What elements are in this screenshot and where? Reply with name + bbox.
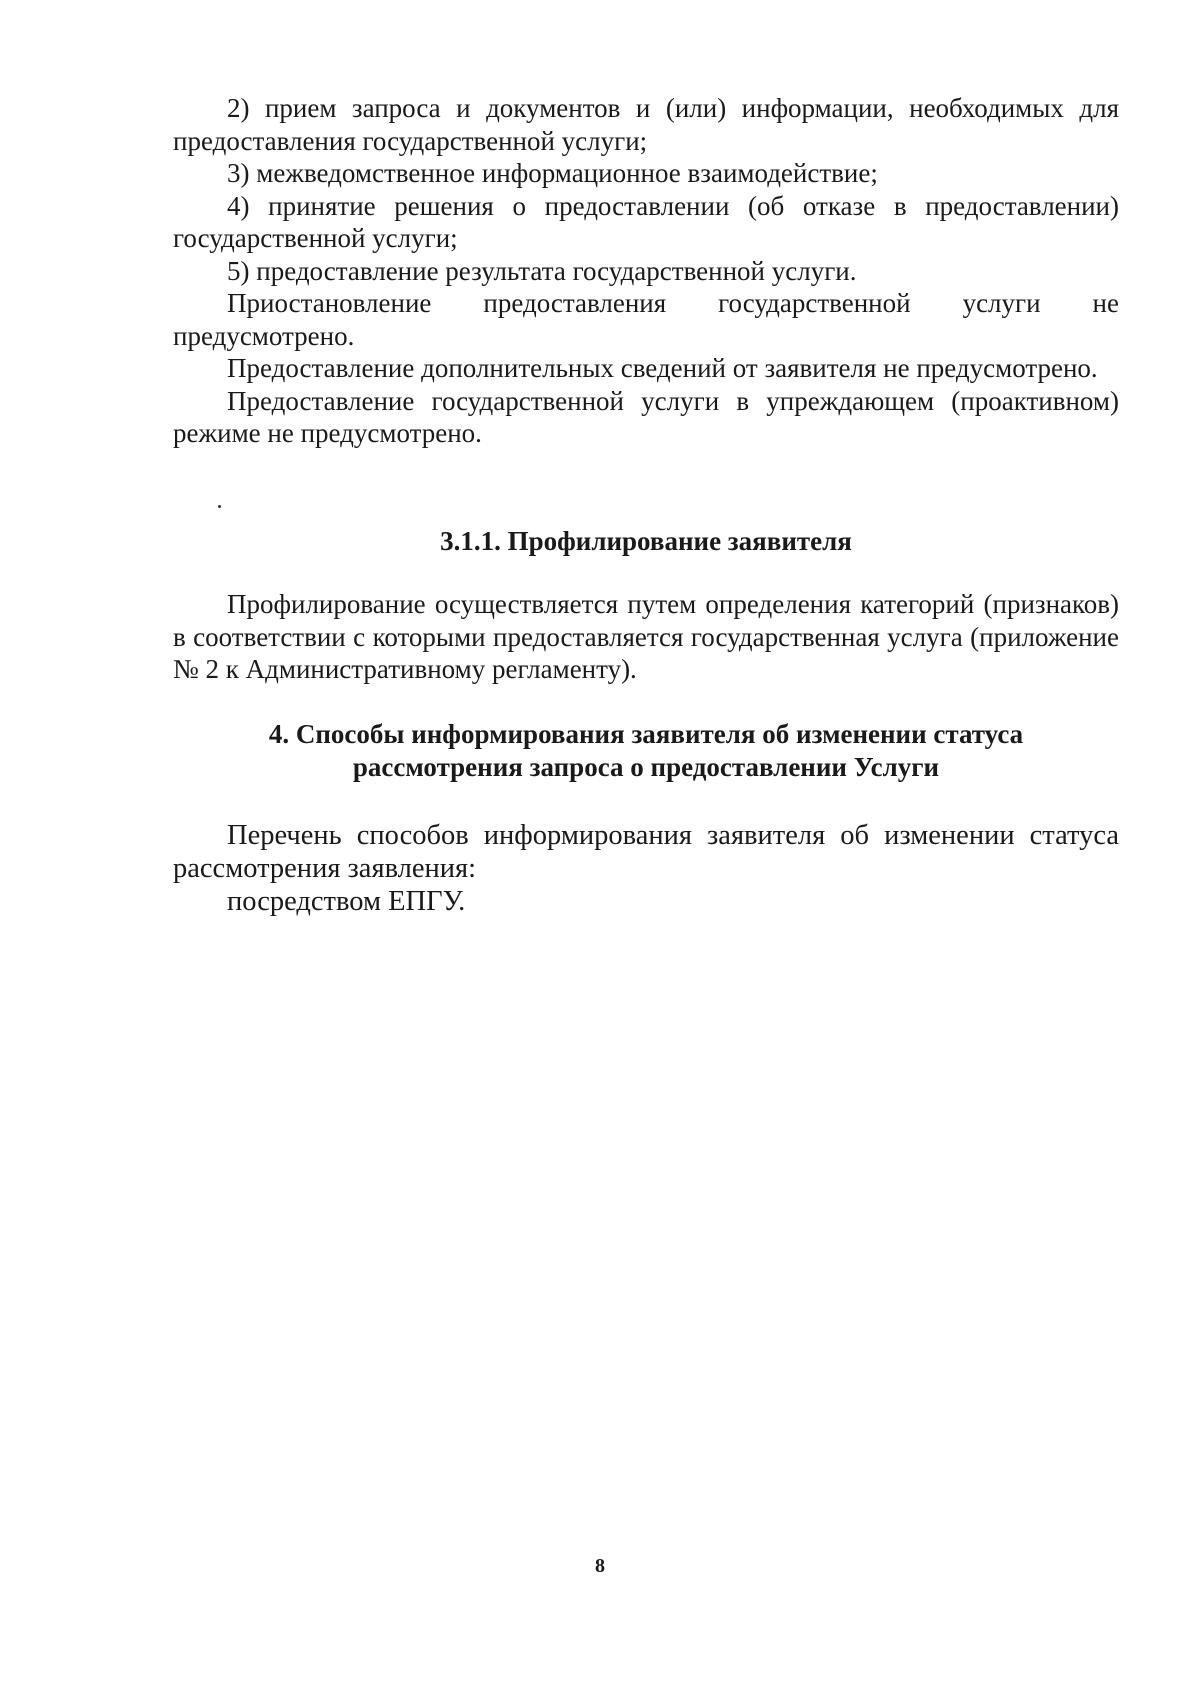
section-4-title-line1: 4. Способы информирования заявителя об изменении статуса — [268, 719, 1024, 749]
section-4-title — [173, 718, 1119, 784]
list-item-2: 2) прием запроса и документов и (или) информации, необходимых для предоставления государственной услуги; — [173, 93, 1119, 156]
list-item-3: 3) межведомственное информационное взаимодействие; — [227, 158, 878, 188]
profiling-paragraph: Профилирование осуществляется путем определения категорий (признаков) в соответствии с которыми предоставляется государственная услуга (приложение № 2 к Административному регламенту). — [173, 589, 1119, 684]
epgu-paragraph: посредством ЕПГУ. — [227, 886, 466, 917]
section-4-title-line2: рассмотрения запроса о предоставлении Услуги — [352, 752, 940, 782]
notification-methods-paragraph: Перечень способов информирования заявителя об изменении статуса рассмотрения заявления: — [173, 820, 1119, 884]
section-4-body — [173, 819, 1119, 918]
suspension-paragraph: Приостановление предоставления государственной услуги не предусмотрено. — [173, 288, 1119, 351]
procedure-list — [173, 92, 1119, 450]
section-311-title: 3.1.1. Профилирование заявителя — [440, 526, 852, 556]
scan-dot — [218, 505, 221, 508]
page-number: 8 — [595, 1555, 605, 1577]
additional-info-paragraph: Предоставление дополнительных сведений от заявителя не предусмотрено. — [227, 353, 1098, 383]
list-item-4: 4) принятие решения о предоставлении (об отказе в предоставлении) государственной услуги; — [173, 190, 1119, 253]
proactive-mode-paragraph: Предоставление государственной услуги в упреждающем (проактивном) режиме не предусмотрено. — [173, 385, 1119, 448]
list-item-5: 5) предоставление результата государственной услуги. — [227, 255, 857, 286]
section-311-body — [173, 588, 1119, 686]
